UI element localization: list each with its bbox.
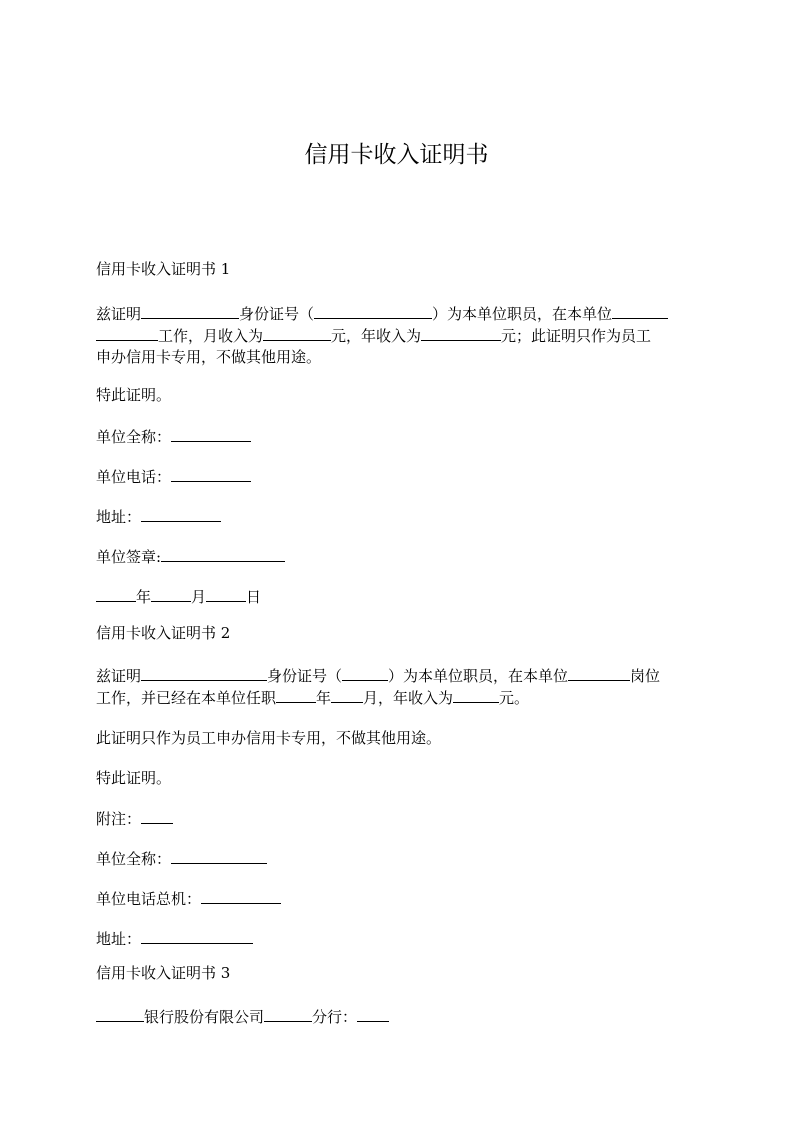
- label: 单位全称：: [96, 428, 172, 446]
- section-1-address: [96, 505, 221, 528]
- section-1-seal: [96, 545, 285, 568]
- text: 身份证号（: [267, 667, 343, 685]
- branch-name-blank[interactable]: [357, 1005, 389, 1022]
- id-number-blank[interactable]: [314, 302, 432, 319]
- annual-income-blank[interactable]: [421, 324, 501, 341]
- text: 元，年收入为: [331, 327, 422, 345]
- section-2-purpose: 此证明只作为员工申办信用卡专用，不做其他用途。: [96, 729, 442, 747]
- address-blank[interactable]: [141, 927, 253, 944]
- unit-phone-blank[interactable]: [201, 887, 281, 904]
- text: 年: [316, 689, 332, 707]
- text: ）为本单位职员，在本单位: [432, 305, 613, 323]
- section-1-unit-name: [96, 425, 251, 448]
- section-2-unit-name: [96, 847, 267, 870]
- text: 年: [136, 588, 152, 606]
- section-1-special-proof: 特此证明。: [96, 386, 172, 404]
- seal-blank[interactable]: [161, 545, 285, 562]
- section-1-paragraph-line-2: [96, 324, 651, 347]
- department-blank[interactable]: [612, 302, 668, 319]
- label: 单位电话总机：: [96, 890, 202, 908]
- text: 分行：: [312, 1008, 358, 1026]
- section-3-paragraph-line-1: [96, 1005, 389, 1028]
- section-1-date: [96, 585, 261, 608]
- address-blank[interactable]: [141, 505, 221, 522]
- section-2-unit-phone: [96, 887, 281, 910]
- text: 兹证明: [96, 305, 142, 323]
- department-blank-cont[interactable]: [96, 324, 158, 341]
- text: 元。: [499, 689, 530, 707]
- label: 附注：: [96, 810, 142, 828]
- text: 日: [246, 588, 262, 606]
- name-blank[interactable]: [141, 664, 267, 681]
- text: 身份证号（: [239, 305, 315, 323]
- section-2-heading: 信用卡收入证明书 2: [96, 624, 231, 642]
- branch-blank[interactable]: [264, 1005, 312, 1022]
- section-3-heading: 信用卡收入证明书 3: [96, 964, 231, 982]
- text: 岗位: [630, 667, 661, 685]
- unit-phone-blank[interactable]: [171, 465, 251, 482]
- unit-name-blank[interactable]: [171, 847, 267, 864]
- label: 地址：: [96, 508, 142, 526]
- section-2-address: [96, 927, 253, 950]
- years-blank[interactable]: [276, 686, 316, 703]
- day-blank[interactable]: [206, 585, 246, 602]
- annual-income-blank[interactable]: [453, 686, 499, 703]
- text: 银行股份有限公司: [144, 1008, 265, 1026]
- section-2-paragraph-line-1: [96, 664, 660, 687]
- label: 单位电话：: [96, 468, 172, 486]
- note-blank[interactable]: [141, 807, 173, 824]
- text: ）为本单位职员，在本单位: [388, 667, 569, 685]
- section-1-paragraph-line-3: 申办信用卡专用，不做其他用途。: [96, 348, 322, 366]
- name-blank[interactable]: [141, 302, 239, 319]
- section-2-paragraph-line-2: [96, 686, 529, 709]
- section-1-heading: 信用卡收入证明书 1: [96, 260, 231, 278]
- section-2-special-proof: 特此证明。: [96, 769, 172, 787]
- text: 工作，月收入为: [158, 327, 264, 345]
- label: 单位签章:: [96, 548, 162, 566]
- label: 地址：: [96, 930, 142, 948]
- month-blank[interactable]: [151, 585, 191, 602]
- months-blank[interactable]: [331, 686, 363, 703]
- monthly-income-blank[interactable]: [263, 324, 331, 341]
- id-number-blank[interactable]: [342, 664, 388, 681]
- text: 月，年收入为: [363, 689, 454, 707]
- department-blank[interactable]: [568, 664, 630, 681]
- unit-name-blank[interactable]: [171, 425, 251, 442]
- bank-blank[interactable]: [96, 1005, 144, 1022]
- page-title: 信用卡收入证明书: [304, 142, 489, 168]
- year-blank[interactable]: [96, 585, 136, 602]
- section-1-unit-phone: [96, 465, 251, 488]
- label: 单位全称：: [96, 850, 172, 868]
- text: 元；此证明只作为员工: [501, 327, 652, 345]
- text: 兹证明: [96, 667, 142, 685]
- text: 月: [191, 588, 207, 606]
- text: 工作，并已经在本单位任职: [96, 689, 277, 707]
- section-1-paragraph-line-1: [96, 302, 668, 325]
- section-2-note: [96, 807, 173, 830]
